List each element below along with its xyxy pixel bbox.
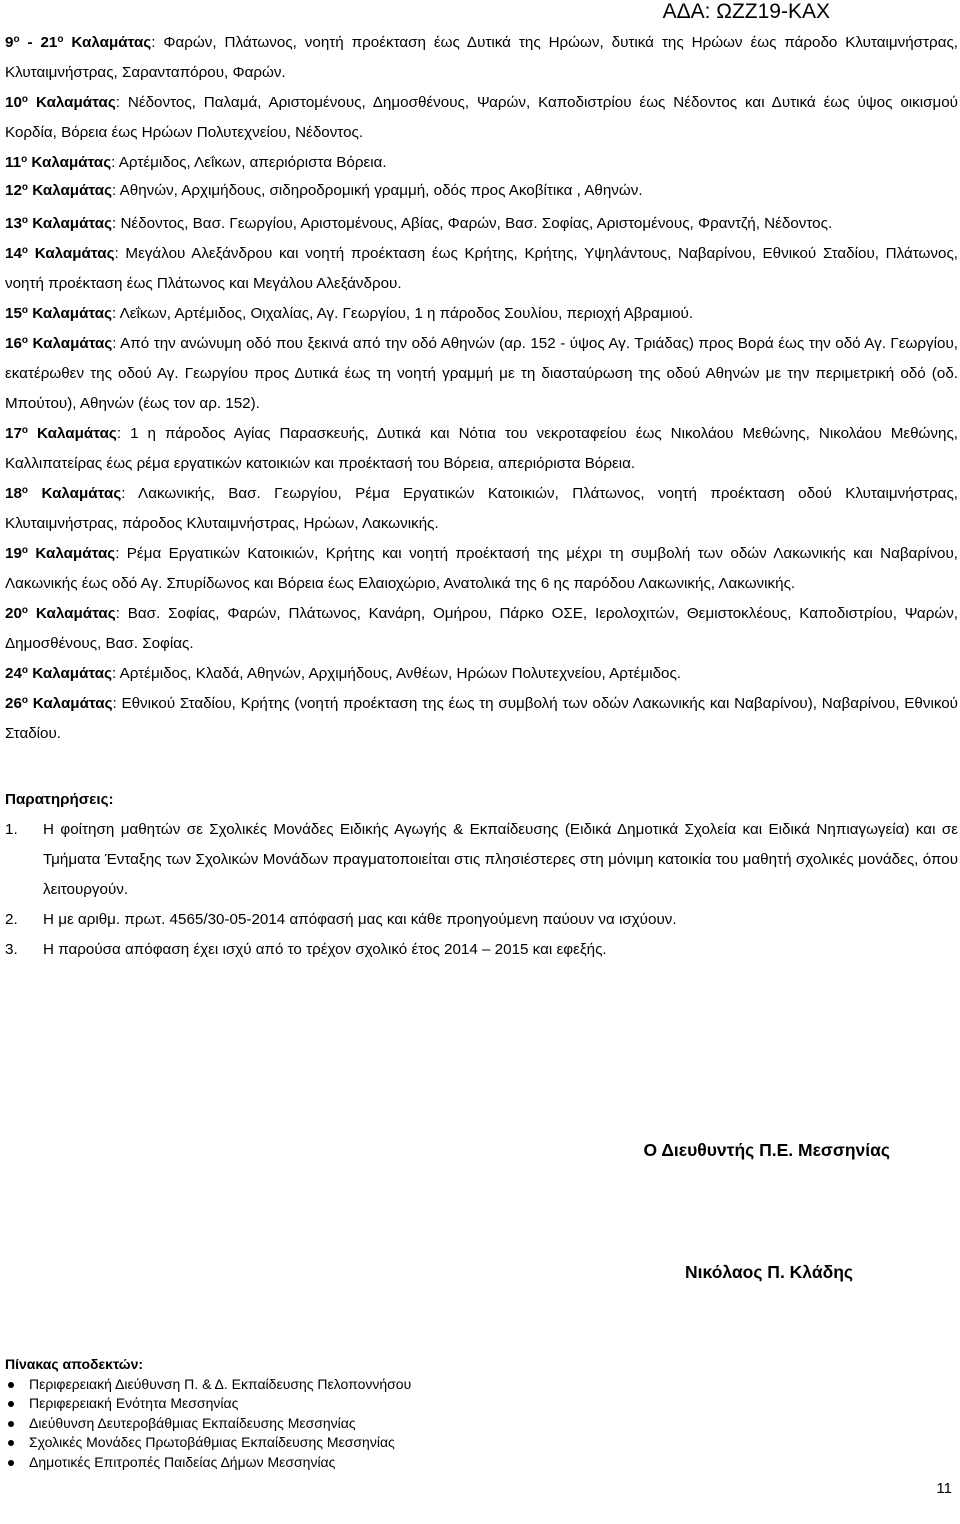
zone-paragraph bbox=[5, 88, 958, 148]
zone-streets: : Λακωνικής, Βασ. Γεωργίου, Ρέμα Εργατικών Κατοικιών, Πλάτωνος, νοητή προέκταση οδού Κλυταιμνήστρας, Κλυταιμνήστρας, πάροδος Κλυταιμνήστρας, Ηρώων, Λακωνικής. bbox=[5, 485, 958, 532]
zone-number: 18 bbox=[5, 485, 22, 502]
zone-number: 24 bbox=[5, 665, 22, 682]
note-number: 2. bbox=[5, 911, 18, 928]
ordinal-sup: ο bbox=[21, 605, 29, 616]
ordinal-sup: ο bbox=[21, 425, 29, 436]
zone-label-text: Καλαμάτας bbox=[27, 154, 112, 171]
recipients bbox=[5, 1355, 411, 1472]
bullet-icon bbox=[8, 1382, 14, 1388]
zone-paragraph bbox=[5, 329, 958, 419]
recipient-text: Διεύθυνση Δευτεροβάθμιας Εκπαίδευσης Μεσσηνίας bbox=[29, 1414, 356, 1431]
zone-label bbox=[5, 605, 116, 622]
notes-title: Παρατηρήσεις: bbox=[5, 791, 114, 808]
ordinal-sup: ο bbox=[21, 485, 29, 496]
notes-list bbox=[5, 815, 958, 965]
recipients-list bbox=[5, 1375, 411, 1473]
recipient-text: Περιφερειακή Ενότητα Μεσσηνίας bbox=[29, 1395, 239, 1411]
ordinal-sup: ο bbox=[21, 154, 28, 165]
note-text: Η με αριθμ. πρωτ. 4565/30-05-2014 απόφασή μας και κάθε προηγούμενη παύουν να ισχύουν. bbox=[43, 911, 677, 928]
ordinal-sup: ο bbox=[13, 34, 20, 45]
zone-number: 12 bbox=[5, 182, 22, 199]
recipient-item bbox=[5, 1433, 411, 1453]
ada-code: ΑΔΑ: ΩΖΖ19-ΚΑΧ bbox=[662, 0, 830, 23]
zone-streets: : Μεγάλου Αλεξάνδρου και νοητή προέκταση έως Κρήτης, Κρήτης, Υψηλάντους, Ναβαρίνου, Εθνικού Σταδίου, Πλάτωνος, νοητή προέκταση έως Πλάτωνος και Μεγάλου Αλεξάνδρου. bbox=[5, 245, 958, 292]
recipient-text: Δημοτικές Επιτροπές Παιδείας Δήμων Μεσσηνίας bbox=[29, 1453, 336, 1470]
zone-number: 16 bbox=[5, 335, 22, 352]
zone-label bbox=[5, 182, 112, 199]
zone-number: 17 bbox=[5, 425, 22, 442]
zone-streets: : Φαρών, Πλάτωνος, νοητή προέκταση έως Δυτικά της Ηρώων, δυτικά της Ηρώων έως πάροδο Κλυταιμνήστρας, Κλυταιμνήστρας, Σαρανταπόρου, Φαρών. bbox=[5, 34, 959, 81]
zone-paragraph bbox=[5, 419, 958, 479]
zone-label bbox=[5, 154, 111, 171]
zone-streets: : Από την ανώνυμη οδό που ξεκινά από την οδό Αθηνών (αρ. 152 - ύψος Αγ. Τριάδας) προς Βορά έως την οδό Αγ. Γεωργίου, εκατέρωθεν της οδού Αγ. Γεωργίου προς Δυτικά έως τη νοητή γραμμή με τη διασταύρωση της οδού Αθηνών με την περιμετρική οδό (οδ. Μπούτου), Αθηνών (έως τον αρ. 152). bbox=[5, 335, 958, 412]
zone-paragraph bbox=[5, 178, 958, 204]
ordinal-sup: ο bbox=[21, 545, 29, 556]
note-number: 3. bbox=[5, 941, 18, 958]
note-text: Η παρούσα απόφαση έχει ισχύ από το τρέχον σχολικό έτος 2014 – 2015 και εφεξής. bbox=[43, 941, 607, 958]
ordinal-sup: ο bbox=[21, 305, 29, 316]
document-body bbox=[5, 28, 958, 965]
zone-number: 13 bbox=[5, 215, 22, 232]
zone-label bbox=[5, 335, 112, 352]
recipients-title: Πίνακας αποδεκτών: bbox=[5, 1356, 144, 1372]
zone-label bbox=[5, 425, 117, 442]
zone-paragraph bbox=[5, 689, 958, 749]
recipient-text: Περιφερειακή Διεύθυνση Π. & Δ. Εκπαίδευσης Πελοποννήσου bbox=[29, 1375, 412, 1392]
zone-streets: : Λεΐκων, Αρτέμιδος, Οιχαλίας, Αγ. Γεωργίου, 1 η πάροδος Σουλίου, περιοχή Αβραμιού. bbox=[112, 305, 694, 322]
zone-label bbox=[5, 485, 121, 502]
zone-label-text: Καλαμάτας bbox=[28, 215, 113, 232]
zone-paragraph bbox=[5, 299, 958, 329]
zone-label bbox=[5, 34, 151, 51]
bullet-icon bbox=[8, 1421, 14, 1427]
zone-streets: : Βασ. Σοφίας, Φαρών, Πλάτωνος, Κανάρη, Ομήρου, Πάρκο ΟΣΕ, Ιερολοχιτών, Θεμιστοκλέους, Καποδιστρίου, Ψαρών, Δημοσθένους, Βασ. Σοφίας. bbox=[5, 605, 959, 652]
ordinal-sup: ο bbox=[21, 245, 29, 256]
zone-paragraph bbox=[5, 28, 958, 88]
zone-paragraph bbox=[5, 479, 958, 539]
ordinal-sup: ο bbox=[21, 182, 29, 193]
ordinal-sup: ο bbox=[21, 695, 29, 706]
zone-label bbox=[5, 245, 115, 262]
ordinal-sup: ο bbox=[21, 335, 29, 346]
zone-streets: : Νέδοντος, Βασ. Γεωργίου, Αριστομένους, Αβίας, Φαρών, Βασ. Σοφίας, Αριστομένους, Φραντζή, Νέδοντος. bbox=[112, 215, 833, 232]
zone-label-text: Καλαμάτας bbox=[28, 605, 116, 622]
zone-label bbox=[5, 215, 112, 232]
note-number: 1. bbox=[5, 821, 18, 838]
zone-streets: : Αρτέμιδος, Κλαδά, Αθηνών, Αρχιμήδους, Ανθέων, Ηρώων Πολυτεχνείου, Αρτέμιδος. bbox=[112, 665, 682, 682]
recipient-text: Σχολικές Μονάδες Πρωτοβάθμιας Εκπαίδευσης Μεσσηνίας bbox=[29, 1434, 395, 1450]
signer-name: Νικόλαος Π. Κλάδης bbox=[685, 1262, 853, 1282]
note-item bbox=[5, 815, 958, 905]
zone-label-text: Καλαμάτας bbox=[28, 245, 115, 262]
zone-number: 26 bbox=[5, 695, 22, 712]
recipient-item bbox=[5, 1414, 411, 1434]
note-item bbox=[5, 905, 958, 935]
recipient-item bbox=[5, 1375, 411, 1395]
ordinal-sup: ο bbox=[21, 94, 29, 105]
zone-label-text: Καλαμάτας bbox=[28, 545, 116, 562]
recipient-item bbox=[5, 1394, 411, 1414]
zone-number: 15 bbox=[5, 305, 22, 322]
zone-paragraph bbox=[5, 239, 958, 299]
page-number: 11 bbox=[936, 1480, 952, 1497]
zone-label-text: Καλαμάτας bbox=[28, 665, 113, 682]
zone-paragraph bbox=[5, 148, 958, 178]
ordinal-sup: ο bbox=[21, 215, 29, 226]
zone-label-text: Καλαμάτας bbox=[28, 305, 113, 322]
zone-paragraph bbox=[5, 209, 958, 239]
zone-label-text: Καλαμάτας bbox=[28, 94, 116, 111]
zone-streets: : 1 η πάροδος Αγίας Παρασκευής, Δυτικά και Νότια του νεκροταφείου έως Νικολάου Μεθώνης, Νικολάου Μεθώνης, Καλλιπατείρας έως ρέμα εργατικών κατοικιών και προέκτασή του Βόρεια, απεριόριστα Βόρεια. bbox=[5, 425, 958, 472]
note-text: Η φοίτηση μαθητών σε Σχολικές Μονάδες Ειδικής Αγωγής & Εκπαίδευσης (Ειδικά Δημοτικά Σχολεία και Ειδικά Νηπιαγωγεία) και σε Τμήματα Ένταξης των Σχολικών Μονάδων πραγματοποιείται στις πλησιέστερες στη μόνιμη κατοικία του μαθητή σχολικές μονάδες, όπου λειτουργούν. bbox=[43, 821, 958, 898]
zone-label bbox=[5, 94, 116, 111]
ordinal-sup: ο bbox=[21, 665, 29, 676]
ordinal-sup: ο bbox=[57, 34, 64, 45]
zone-label-text: Καλαμάτας bbox=[28, 485, 122, 502]
zone-label bbox=[5, 305, 112, 322]
zone-streets: : Αρτέμιδος, Λεΐκων, απεριόριστα Βόρεια. bbox=[111, 154, 387, 171]
zones-list bbox=[5, 28, 958, 749]
zone-paragraph bbox=[5, 599, 958, 659]
zone-streets: : Νέδοντος, Παλαμά, Αριστομένους, Δημοσθένους, Ψαρών, Καποδιστρίου έως Νέδοντος και Δυτικά έως ύψος οικισμού Κορδία, Βόρεια έως Ηρώων Πολυτεχνείου, Νέδοντος. bbox=[5, 94, 958, 141]
zone-label-text: Καλαμάτας bbox=[63, 34, 152, 51]
zone-number: 9 bbox=[5, 34, 14, 51]
zone-number: 20 bbox=[5, 605, 22, 622]
bullet-icon bbox=[8, 1440, 14, 1446]
zone-label-text: Καλαμάτας bbox=[28, 425, 117, 442]
zone-number: 19 bbox=[5, 545, 22, 562]
director-title: Ο Διευθυντής Π.Ε. Μεσσηνίας bbox=[643, 1140, 890, 1160]
zone-paragraph bbox=[5, 659, 958, 689]
zone-streets: : Αθηνών, Αρχιμήδους, σιδηροδρομική γραμμή, οδός προς Ακοβίτικα , Αθηνών. bbox=[112, 182, 643, 199]
zone-label bbox=[5, 545, 115, 562]
note-item bbox=[5, 935, 958, 965]
recipient-item bbox=[5, 1453, 411, 1473]
zone-number: 10 bbox=[5, 94, 22, 111]
bullet-icon bbox=[8, 1401, 14, 1407]
bullet-icon bbox=[8, 1460, 14, 1466]
zone-label bbox=[5, 695, 113, 712]
zone-paragraph bbox=[5, 539, 958, 599]
zone-number: 14 bbox=[5, 245, 22, 262]
zone-streets: : Εθνικού Σταδίου, Κρήτης (νοητή προέκταση της έως τη συμβολή των οδών Λακωνικής και Ναβαρίνου), Ναβαρίνου, Εθνικού Σταδίου. bbox=[5, 695, 958, 742]
zone-streets: : Ρέμα Εργατικών Κατοικιών, Κρήτης και νοητή προέκτασή της μέχρι τη συμβολή των οδών Λακωνικής και Ναβαρίνου, Λακωνικής έως οδό Αγ. Σπυρίδωνος και Βόρεια έως Ελαιοχώριο, Ανατολικά της 6 ης παρόδου Λακωνικής, Λακωνικής. bbox=[5, 545, 958, 592]
zone-number: 11 bbox=[5, 154, 22, 171]
zone-label-text: Καλαμάτας bbox=[28, 695, 113, 712]
zone-label bbox=[5, 665, 112, 682]
zone-label-text: Καλαμάτας bbox=[28, 182, 113, 199]
zone-label-text: - 21 bbox=[19, 34, 58, 51]
zone-label-text: Καλαμάτας bbox=[28, 335, 113, 352]
